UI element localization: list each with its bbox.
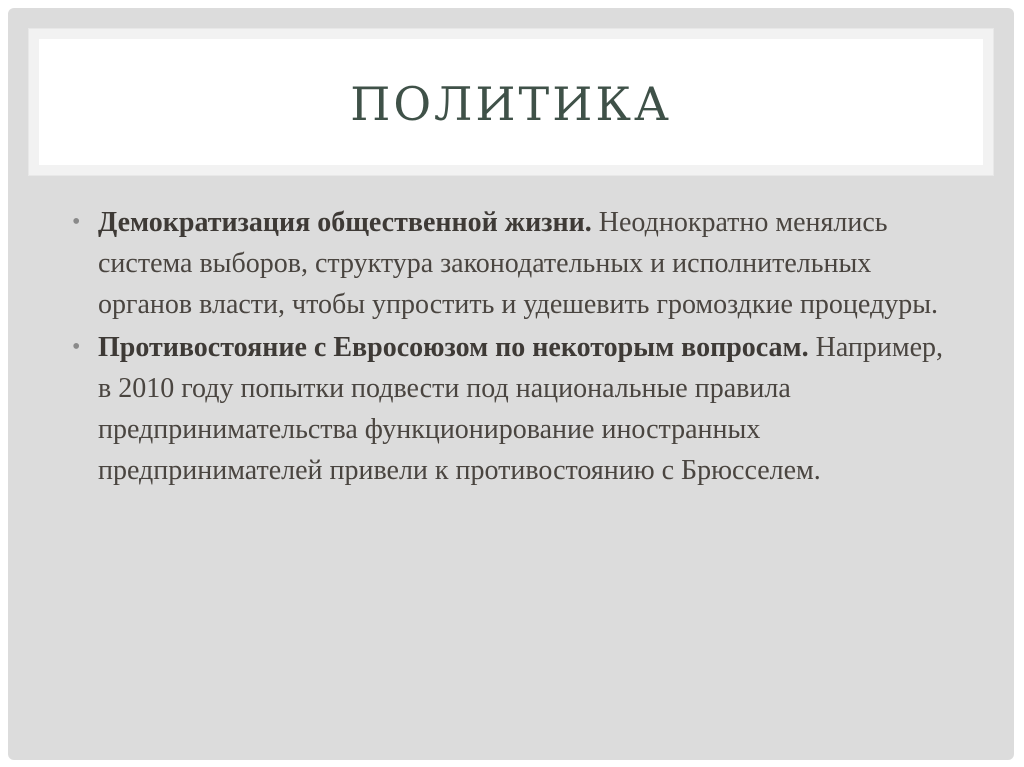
title-box [39,39,983,165]
bullet-heading: Демократизация общественной жизни. [98,207,592,238]
bullet-list [72,202,952,493]
bullet-text: Например, в 2010 году попытки подвести под национальные правила предпринимательства функционирование иностранных предпринимателей привели к противостоянию с Брюсселем. [98,332,944,486]
bullet-dot-icon: • [72,334,81,360]
bullet-dot-icon: • [72,209,81,235]
bullet-item [72,327,952,491]
bullet-heading: Противостояние с Евросоюзом по некоторым вопросам. [98,332,809,363]
slide [8,8,1014,760]
bullet-text: Неоднократно менялись система выборов, структура законодательных и исполнительных органов власти, чтобы упростить и удешевить громоздкие процедуры. [98,207,939,320]
title-frame [28,28,994,176]
slide-title: ПОЛИТИКА [350,77,672,131]
bullet-item [72,202,952,325]
